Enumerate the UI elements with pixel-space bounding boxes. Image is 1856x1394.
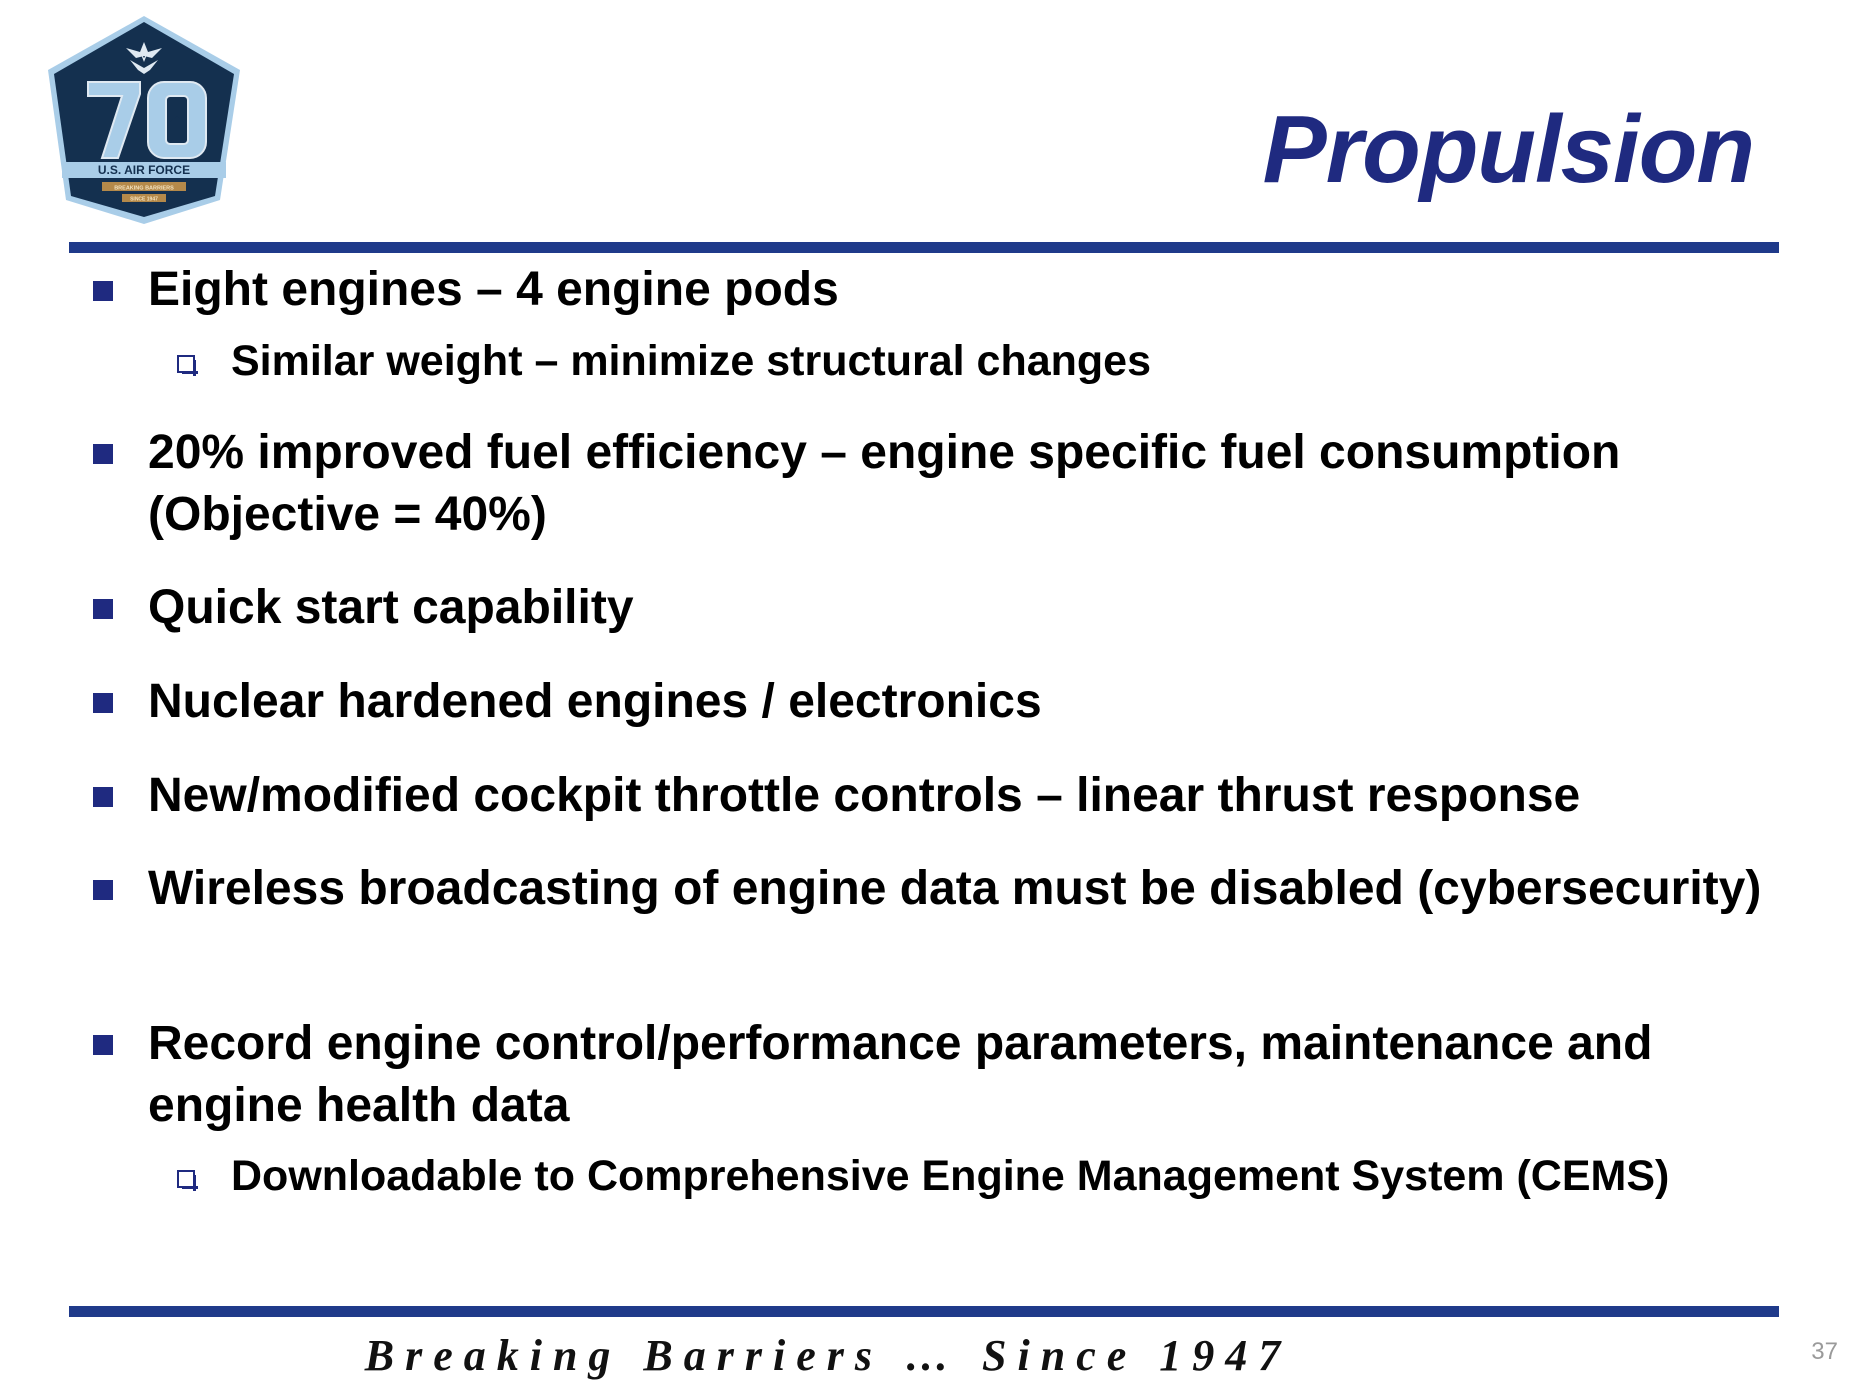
square-bullet-icon [93,1035,113,1055]
footer-tagline: Breaking Barriers … Since 1947 [364,1331,1292,1380]
square-bullet-icon [93,787,113,807]
bullet-text: Quick start capability [148,581,634,634]
bullet-item [148,671,1788,733]
bullet-item [148,1013,1788,1137]
square-bullet-icon [93,880,113,900]
bullet-item [148,259,1788,321]
bullet-text: Wireless broadcasting of engine data must be disabled (cybersecurity) [148,862,1762,915]
bullet-text: Eight engines – 4 engine pods [148,263,839,316]
bullet-text: Record engine control/performance parameters, maintenance and engine health data [148,1017,1653,1132]
square-bullet-icon [93,444,113,464]
sub-bullet-item: Similar weight – minimize structural changes [231,337,1151,385]
square-bullet-icon [93,281,113,301]
bullet-item [148,422,1788,546]
checkbox-bullet-icon [177,355,195,373]
sub-bullet-item: Downloadable to Comprehensive Engine Management System (CEMS) [231,1152,1670,1200]
logo-org-text: U.S. AIR FORCE [97,163,191,177]
bullet-text: 20% improved fuel efficiency – engine specific fuel consumption (Objective = 40%) [148,426,1621,541]
bullet-item [148,858,1788,920]
square-bullet-icon [93,599,113,619]
bullet-text: New/modified cockpit throttle controls – linear thrust response [148,769,1581,822]
checkbox-bullet-icon [177,1170,195,1188]
bullet-item [148,577,1788,639]
bullet-item [148,765,1788,827]
logo-motto-text: BREAKING BARRIERS [114,185,174,192]
logo-since-text: SINCE 1947 [130,196,158,203]
page-number: 37 [1811,1338,1838,1365]
slide-title: Propulsion [1262,96,1754,203]
square-bullet-icon [93,693,113,713]
footer-divider [69,1306,1779,1317]
bullet-text: Nuclear hardened engines / electronics [148,675,1042,728]
